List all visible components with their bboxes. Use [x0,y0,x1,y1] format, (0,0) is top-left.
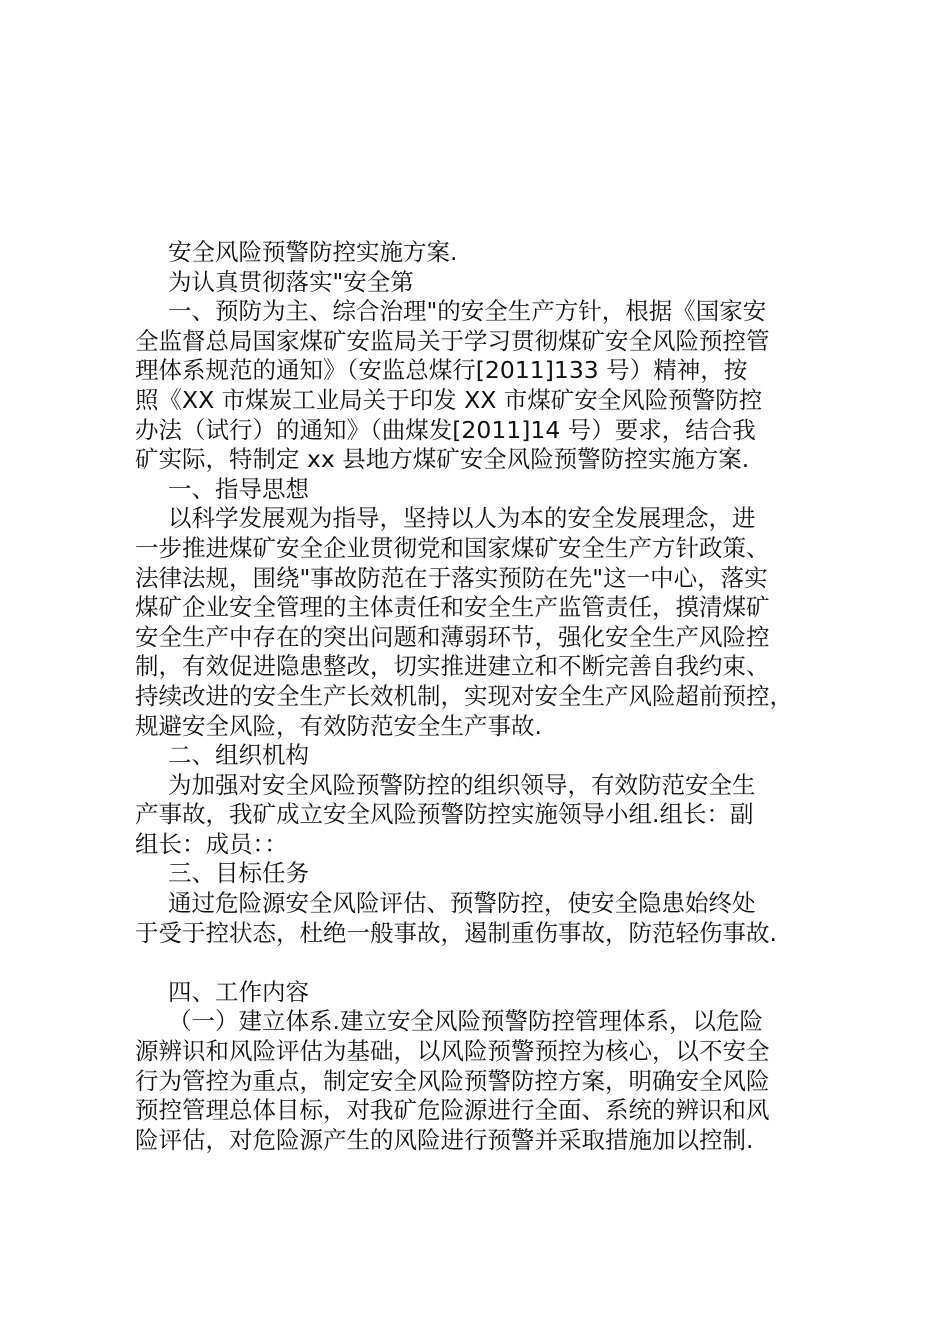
paragraph-gap [135,948,850,978]
section-heading: 四、工作内容 [168,977,309,1006]
paragraph-line: 以科学发展观为指导，坚持以人为本的安全发展理念，进 [168,504,756,533]
paragraph-line: 险评估，对危险源产生的风险进行预警并采取措施加以控制. [135,1125,754,1154]
paragraph-line: 为认真贯彻落实"安全第 [168,267,414,296]
paragraph-line: 行为管控为重点，制定安全风险预警防控方案，明确安全风险 [135,1066,770,1095]
paragraph-line: （一）建立体系.建立安全风险预警防控管理体系，以危险 [168,1007,763,1036]
paragraph-line: 煤矿企业安全管理的主体责任和安全生产监管责任，摸清煤矿 [135,593,770,622]
paragraph-line: 通过危险源安全风险评估、预警防控，使安全隐患始终处 [168,889,756,918]
section-heading: 三、目标任务 [168,859,309,888]
paragraph-line: 源辨识和风险评估为基础，以风险预警预控为核心，以不安全 [135,1037,770,1066]
paragraph-line: 办法（试行）的通知》（曲煤发[2011]14 号）要求，结合我 [135,415,756,444]
paragraph-line: 预控管理总体目标，对我矿危险源进行全面、系统的辨识和风 [135,1096,770,1125]
section-heading: 一、指导思想 [168,474,309,503]
paragraph-line: 组长：成员：： [135,829,288,858]
document-body [135,238,850,1155]
paragraph-line: 安全生产中存在的突出问题和薄弱环节，强化安全生产风险控 [135,622,770,651]
paragraph-line: 于受于控状态，杜绝一般事故，遏制重伤事故，防范轻伤事故. [135,918,777,947]
paragraph-line: 理体系规范的通知》（安监总煤行[2011]133 号）精神，按 [135,356,748,385]
paragraph-line: 照《XX 市煤炭工业局关于印发 XX 市煤矿安全风险预警防控 [135,385,763,414]
paragraph-line: 持续改进的安全生产长效机制，实现对安全生产风险超前预控， [135,681,793,710]
document-title: 安全风险预警防控实施方案. [168,238,458,266]
paragraph-line: 为加强对安全风险预警防控的组织领导，有效防范安全生 [168,770,756,799]
section-heading: 二、组织机构 [168,741,309,770]
paragraph-line: 矿实际，特制定 xx 县地方煤矿安全风险预警防控实施方案. [135,445,750,474]
paragraph-line: 一、预防为主、综合治理"的安全生产方针，根据《国家安 [168,297,767,326]
paragraph-line: 制，有效促进隐患整改，切实推进建立和不断完善自我约束、 [135,652,770,681]
paragraph-line: 法律法规，围绕"事故防范在于落实预防在先"这一中心，落实 [135,563,768,592]
paragraph-line: 全监督总局国家煤矿安监局关于学习贯彻煤矿安全风险预控管 [135,326,770,355]
paragraph-line: 产事故，我矿成立安全风险预警防控实施领导小组.组长：副 [135,800,754,829]
paragraph-line: 一步推进煤矿安全企业贯彻党和国家煤矿安全生产方针政策、 [135,533,770,562]
paragraph-line: 规避安全风险，有效防范安全生产事故. [135,711,542,740]
